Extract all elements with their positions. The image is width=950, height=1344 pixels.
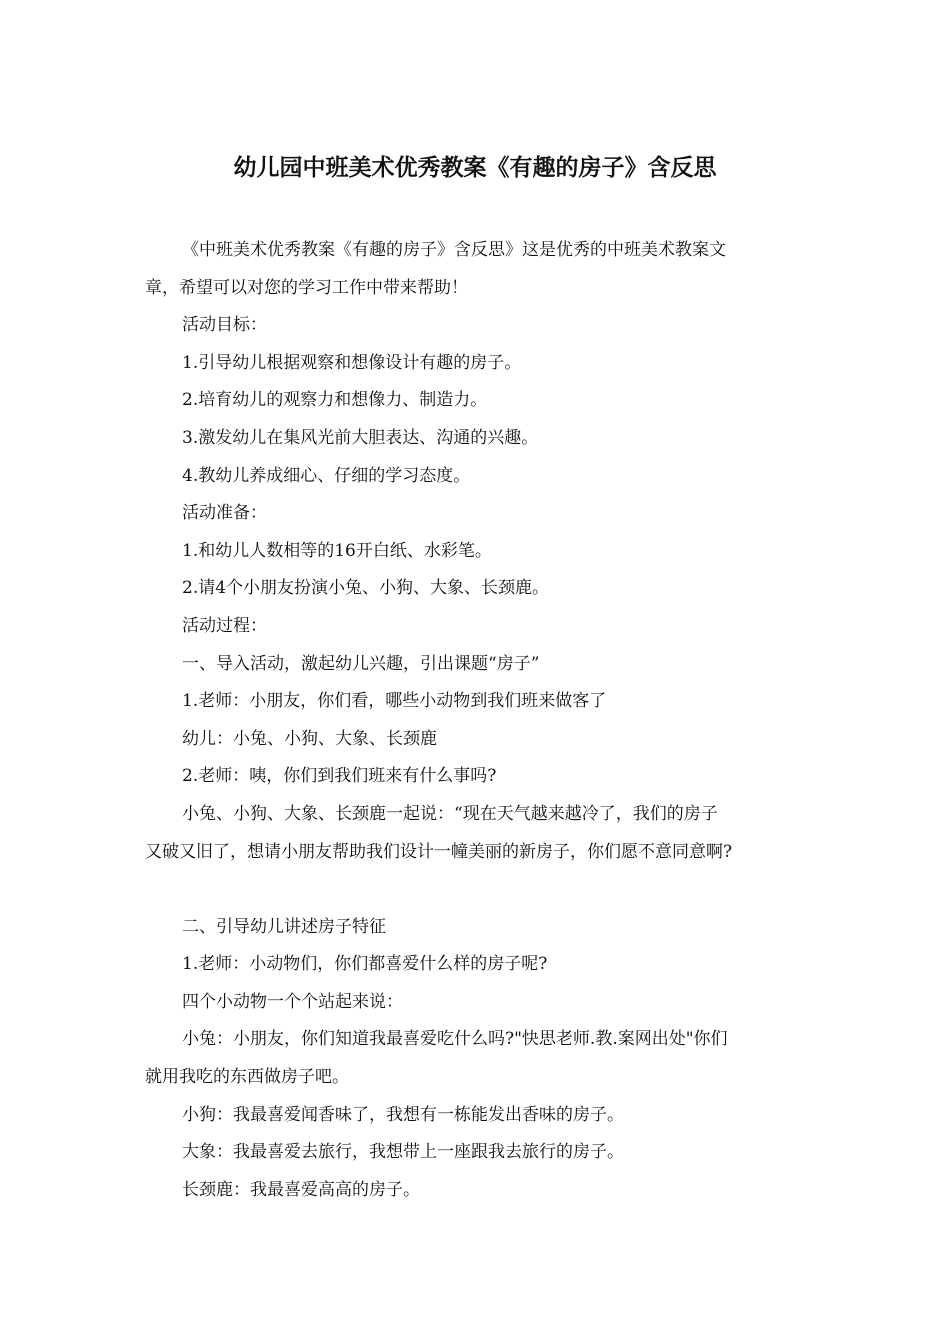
dialogue-line: 小狗：我最喜爱闻香味了，我想有一栋能发出香味的房子。 [182, 1104, 624, 1125]
dialogue-line: 大象：我最喜爱去旅行，我想带上一座跟我去旅行的房子。 [182, 1142, 624, 1163]
dialogue-line: 又破又旧了，想请小朋友帮助我们设计一幢美丽的新房子，你们愿不意同意啊? [145, 841, 733, 862]
section-heading: 活动过程： [182, 615, 267, 636]
dialogue-line: 四个小动物一个个站起来说： [182, 991, 403, 1012]
list-item: 2.请4个小朋友扮演小兔、小狗、大象、长颈鹿。 [182, 578, 550, 599]
document-title: 幼儿园中班美术优秀教案《有趣的房子》含反思 [233, 155, 717, 181]
list-item: 2.培育幼儿的观察力和想像力、制造力。 [182, 390, 488, 411]
dialogue-line: 小兔、小狗、大象、长颈鹿一起说：“现在天气越来越冷了，我们的房子 [182, 803, 718, 824]
subsection-heading: 一、导入活动，激起幼儿兴趣，引出课题“房子” [182, 653, 540, 674]
list-item: 1.和幼儿人数相等的16开白纸、水彩笔。 [182, 540, 492, 561]
dialogue-line: 幼儿：小兔、小狗、大象、长颈鹿 [182, 728, 437, 749]
section-heading: 活动准备： [182, 503, 267, 524]
paragraph-line: 《中班美术优秀教案《有趣的房子》含反思》这是优秀的中班美术教案文 [182, 240, 726, 260]
dialogue-line: 2.老师：咦，你们到我们班来有什么事吗? [182, 766, 497, 787]
paragraph-line: 章，希望可以对您的学习工作中带来帮助！ [145, 277, 468, 298]
document-body [145, 232, 810, 1209]
dialogue-line: 长颈鹿：我最喜爱高高的房子。 [182, 1179, 420, 1200]
dialogue-line: 1.老师：小动物们，你们都喜爱什么样的房子呢? [182, 954, 548, 975]
list-item: 4.教幼儿养成细心、仔细的学习态度。 [182, 465, 471, 486]
blank-line [145, 871, 810, 909]
section-heading: 活动目标： [182, 315, 267, 336]
dialogue-line: 就用我吃的东西做房子吧。 [145, 1067, 349, 1088]
dialogue-line: 小兔：小朋友，你们知道我最喜爱吃什么吗?"快思老师.教.案网出处"你们 [182, 1029, 728, 1050]
dialogue-line: 1.老师：小朋友，你们看，哪些小动物到我们班来做客了 [182, 691, 607, 712]
list-item: 1.引导幼儿根据观察和想像设计有趣的房子。 [182, 352, 522, 373]
list-item: 3.激发幼儿在集风光前大胆表达、沟通的兴趣。 [182, 427, 539, 448]
subsection-heading: 二、引导幼儿讲述房子特征 [182, 916, 386, 937]
